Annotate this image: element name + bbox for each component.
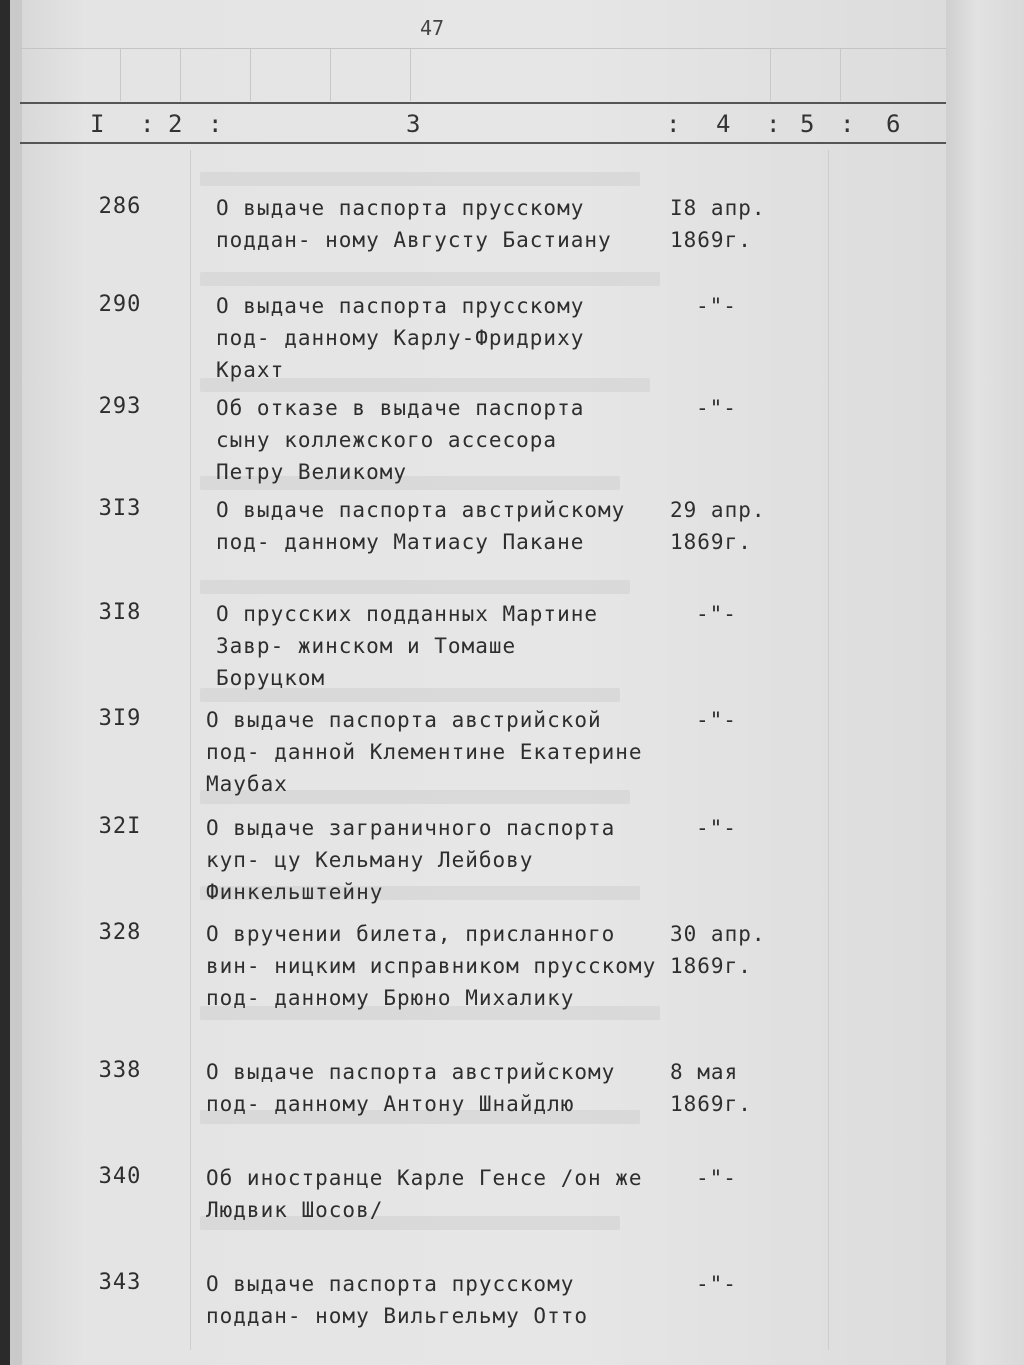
entry-title: О выдаче паспорта австрийской под- данной Клементине Екатерине Маубах — [206, 708, 643, 796]
entry-number: 328 — [98, 920, 142, 945]
entry-title: Об отказе в выдаче паспорта сыну коллежского ассесора Петру Великому — [216, 396, 585, 484]
column-number: 5 — [800, 110, 815, 138]
entry-date: -"- — [696, 294, 737, 318]
entry-date: 8 мая 1869г. — [670, 1060, 752, 1116]
entry-title: О выдаче паспорта прусскому поддан- ному Вильгельму Отто — [206, 1272, 589, 1328]
entry-date: -"- — [696, 602, 737, 626]
document-page — [10, 0, 946, 1365]
column-number: 3 — [406, 110, 421, 138]
header-top-rule — [20, 102, 946, 104]
header-divider — [770, 49, 772, 101]
entry-date: -"- — [696, 816, 737, 840]
faint-column-guide — [828, 150, 829, 1350]
entry-number: 286 — [98, 194, 142, 219]
entry-title: О выдаче паспорта австрийскому под- данному Матиасу Пакане — [216, 498, 626, 554]
entry-date: -"- — [696, 396, 737, 420]
entry-number: 338 — [98, 1058, 142, 1083]
header-divider — [120, 49, 122, 101]
header-bottom-rule — [20, 142, 946, 144]
entry-number: 32I — [98, 814, 142, 839]
column-number-row — [10, 110, 946, 140]
faint-header-grid — [20, 48, 946, 101]
entry-title: О выдаче заграничного паспорта куп- цу Кельману Лейбову Финкельштейну — [206, 816, 616, 904]
entry-number: 290 — [98, 292, 142, 317]
column-separator: : — [766, 110, 781, 138]
entry-title: О выдаче паспорта австрийскому под- данному Антону Шнайдлю — [206, 1060, 616, 1116]
entry-date: I8 апр. 1869г. — [670, 196, 766, 252]
binding-edge — [10, 0, 22, 1365]
entry-date: -"- — [696, 1272, 737, 1296]
column-number: 2 — [168, 110, 183, 138]
faint-column-guide — [190, 150, 191, 1350]
underlying-page-edge — [946, 0, 1024, 1365]
entry-title: О выдаче паспорта прусскому поддан- ному Августу Бастиану — [216, 196, 612, 252]
entry-number: 343 — [98, 1270, 142, 1295]
column-separator: : — [140, 110, 155, 138]
entry-date: 30 апр. 1869г. — [670, 922, 766, 978]
column-number: 4 — [716, 110, 731, 138]
entry-title: Об иностранце Карле Генсе /он же Людвик Шосов/ — [206, 1166, 643, 1222]
entry-number: 293 — [98, 394, 142, 419]
entry-number: 3I3 — [98, 496, 142, 521]
header-divider — [180, 49, 182, 101]
column-number: I — [90, 110, 105, 138]
column-separator: : — [208, 110, 223, 138]
header-divider — [250, 49, 252, 101]
column-number: 6 — [886, 110, 901, 138]
entry-title: О прусских подданных Мартине Завр- жинском и Томаше Боруцком — [216, 602, 599, 690]
bleed-through-text — [200, 580, 630, 594]
entry-date: -"- — [696, 1166, 737, 1190]
header-divider — [840, 49, 842, 101]
entry-title: О вручении билета, присланного вин- ницким исправником прусскому под- данному Брюно Михалику — [206, 922, 657, 1010]
bleed-through-text — [200, 272, 660, 286]
page-number: 47 — [420, 16, 445, 40]
entry-number: 340 — [98, 1164, 142, 1189]
bleed-through-text — [200, 172, 640, 186]
column-separator: : — [840, 110, 855, 138]
entry-number: 3I8 — [98, 600, 142, 625]
entry-number: 3I9 — [98, 706, 142, 731]
entry-date: -"- — [696, 708, 737, 732]
entry-title: О выдаче паспорта прусскому под- данному Карлу-Фридриху Крахт — [216, 294, 585, 382]
column-separator: : — [666, 110, 681, 138]
header-divider — [330, 49, 332, 101]
entry-date: 29 апр. 1869г. — [670, 498, 766, 554]
header-divider — [410, 49, 412, 101]
